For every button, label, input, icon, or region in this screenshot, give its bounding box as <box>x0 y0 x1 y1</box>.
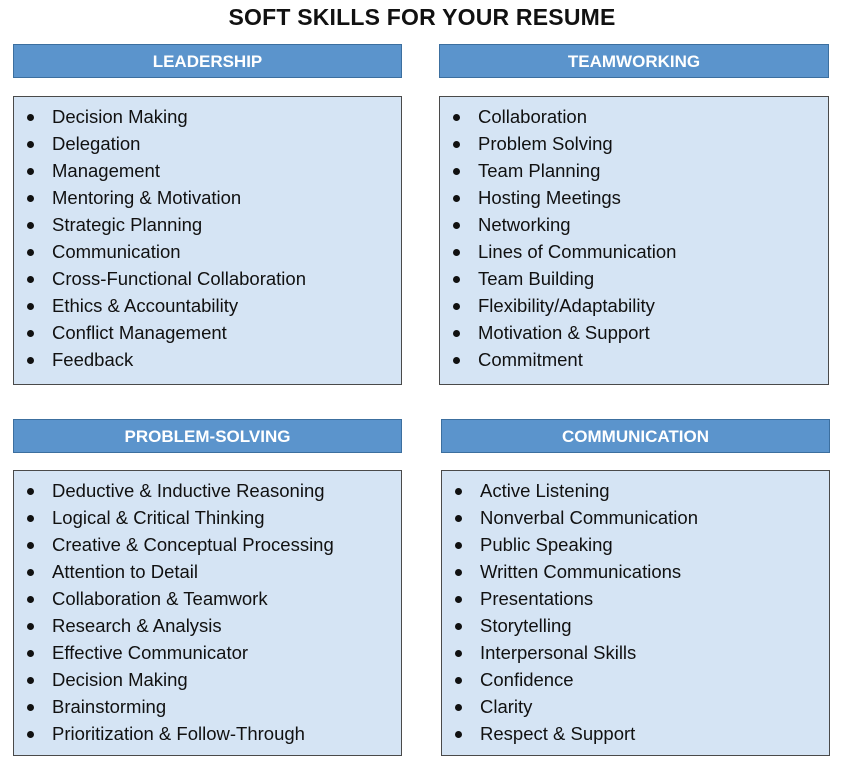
skill-label: Prioritization & Follow-Through <box>52 723 305 744</box>
skill-label: Lines of Communication <box>478 241 677 262</box>
bullet-icon <box>455 731 462 738</box>
list-item <box>14 695 401 722</box>
list-item <box>440 186 828 213</box>
bullet-icon <box>27 650 34 657</box>
bullet-icon <box>27 357 34 364</box>
bullet-icon <box>453 357 460 364</box>
skill-label: Written Communications <box>480 561 682 582</box>
skill-label: Team Planning <box>478 160 601 181</box>
skill-label: Decision Making <box>52 669 188 690</box>
bullet-icon <box>27 303 34 310</box>
bullet-icon <box>27 569 34 576</box>
skill-label: Clarity <box>480 696 533 717</box>
skill-label: Management <box>52 160 160 181</box>
list-item <box>442 506 829 533</box>
skill-label: Hosting Meetings <box>478 187 621 208</box>
bullet-icon <box>455 542 462 549</box>
list-item <box>14 641 401 668</box>
bullet-icon <box>27 276 34 283</box>
list-item <box>14 668 401 695</box>
bullet-icon <box>455 623 462 630</box>
bullet-icon <box>455 704 462 711</box>
skill-label: Deductive & Inductive Reasoning <box>52 480 325 501</box>
section-heading-leadership: LEADERSHIP <box>13 44 402 78</box>
skill-label: Motivation & Support <box>478 322 650 343</box>
skill-label: Ethics & Accountability <box>52 295 239 316</box>
bullet-icon <box>27 168 34 175</box>
bullet-icon <box>453 276 460 283</box>
skill-label: Conflict Management <box>52 322 227 343</box>
list-item <box>442 587 829 614</box>
skill-label: Creative & Conceptual Processing <box>52 534 334 555</box>
communication-skills-panel <box>441 470 830 756</box>
skill-label: Collaboration <box>478 106 588 127</box>
section-heading-communication: COMMUNICATION <box>441 419 830 453</box>
list-item <box>440 294 828 321</box>
bullet-icon <box>27 488 34 495</box>
list-item <box>14 348 401 375</box>
list-item <box>442 641 829 668</box>
list-item <box>14 722 401 749</box>
list-item <box>14 213 401 240</box>
list-item <box>14 533 401 560</box>
bullet-icon <box>27 542 34 549</box>
page-title: SOFT SKILLS FOR YOUR RESUME <box>228 4 616 30</box>
bullet-icon <box>453 330 460 337</box>
skill-label: Public Speaking <box>480 534 613 555</box>
bullet-icon <box>27 704 34 711</box>
skill-label: Research & Analysis <box>52 615 222 636</box>
bullet-icon <box>455 596 462 603</box>
bullet-icon <box>455 515 462 522</box>
skill-label: Communication <box>52 241 181 262</box>
bullet-icon <box>453 141 460 148</box>
list-item <box>14 294 401 321</box>
list-item <box>14 479 401 506</box>
list-item <box>14 587 401 614</box>
skill-label: Respect & Support <box>480 723 636 744</box>
list-item <box>14 267 401 294</box>
bullet-icon <box>453 303 460 310</box>
list-item <box>442 614 829 641</box>
bullet-icon <box>27 195 34 202</box>
bullet-icon <box>453 249 460 256</box>
bullet-icon <box>27 222 34 229</box>
leadership-skills-panel <box>13 96 402 385</box>
skill-label: Cross-Functional Collaboration <box>52 268 306 289</box>
bullet-icon <box>453 114 460 121</box>
list-item <box>440 321 828 348</box>
bullet-icon <box>27 330 34 337</box>
list-item <box>14 132 401 159</box>
problem-solving-skills-panel <box>13 470 402 756</box>
bullet-icon <box>27 114 34 121</box>
section-heading-problem-solving: PROBLEM-SOLVING <box>13 419 402 453</box>
list-item <box>440 213 828 240</box>
skill-label: Logical & Critical Thinking <box>52 507 265 528</box>
list-item <box>14 506 401 533</box>
bullet-icon <box>455 677 462 684</box>
skill-label: Team Building <box>478 268 595 289</box>
skill-label: Storytelling <box>480 615 572 636</box>
skill-label: Attention to Detail <box>52 561 199 582</box>
skill-label: Brainstorming <box>52 696 167 717</box>
bullet-icon <box>455 569 462 576</box>
list-item <box>14 186 401 213</box>
skill-label: Effective Communicator <box>52 642 249 663</box>
skill-label: Feedback <box>52 349 134 370</box>
list-item <box>440 132 828 159</box>
skill-label: Networking <box>478 214 571 235</box>
bullet-icon <box>27 677 34 684</box>
bullet-icon <box>27 141 34 148</box>
skill-label: Problem Solving <box>478 133 613 154</box>
bullet-icon <box>453 222 460 229</box>
list-item <box>14 321 401 348</box>
skill-label: Delegation <box>52 133 141 154</box>
list-item <box>440 267 828 294</box>
bullet-icon <box>27 623 34 630</box>
section-heading-teamworking: TEAMWORKING <box>439 44 829 78</box>
bullet-icon <box>27 596 34 603</box>
list-item <box>440 240 828 267</box>
bullet-icon <box>27 731 34 738</box>
bullet-icon <box>27 249 34 256</box>
list-item <box>14 105 401 132</box>
bullet-icon <box>453 195 460 202</box>
teamworking-skills-panel <box>439 96 829 385</box>
list-item <box>440 105 828 132</box>
skill-label: Decision Making <box>52 106 188 127</box>
skill-label: Mentoring & Motivation <box>52 187 242 208</box>
list-item <box>14 614 401 641</box>
skill-label: Flexibility/Adaptability <box>478 295 655 316</box>
list-item <box>442 722 829 749</box>
bullet-icon <box>27 515 34 522</box>
skill-label: Collaboration & Teamwork <box>52 588 268 609</box>
list-item <box>14 560 401 587</box>
skill-label: Strategic Planning <box>52 214 203 235</box>
skill-label: Nonverbal Communication <box>480 507 698 528</box>
bullet-icon <box>453 168 460 175</box>
list-item <box>442 560 829 587</box>
list-item <box>14 159 401 186</box>
bullet-icon <box>455 488 462 495</box>
bullet-icon <box>455 650 462 657</box>
list-item <box>440 159 828 186</box>
skill-label: Interpersonal Skills <box>480 642 637 663</box>
list-item <box>442 533 829 560</box>
list-item <box>442 695 829 722</box>
list-item <box>14 240 401 267</box>
skill-label: Active Listening <box>480 480 610 501</box>
list-item <box>442 479 829 506</box>
skill-label: Confidence <box>480 669 574 690</box>
list-item <box>442 668 829 695</box>
skill-label: Presentations <box>480 588 594 609</box>
list-item <box>440 348 828 375</box>
skill-label: Commitment <box>478 349 583 370</box>
